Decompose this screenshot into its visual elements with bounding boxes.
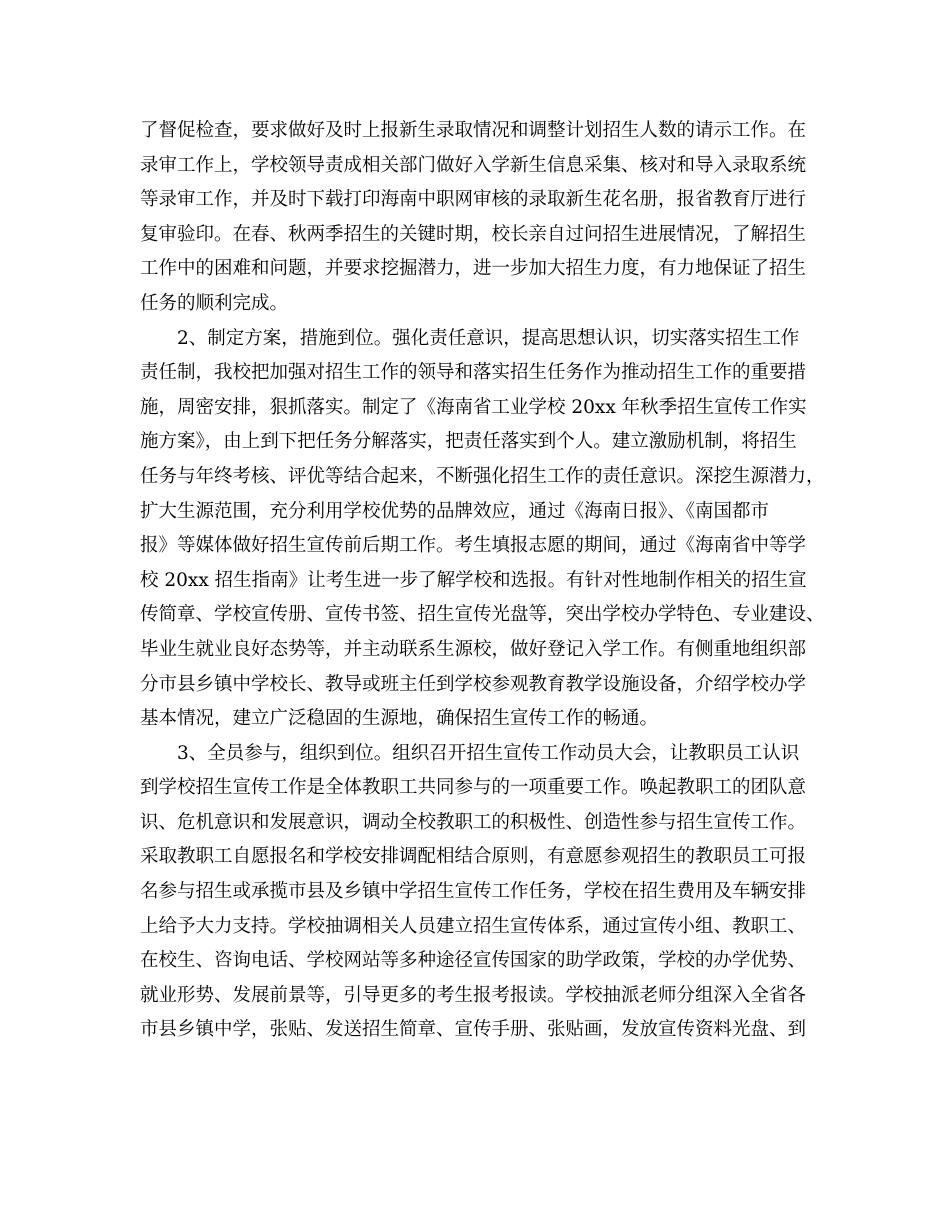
text-line: 校 20xx 招生指南》让考生进一步了解学校和选报。有针对性地制作相关的招生宣 (140, 569, 807, 591)
text-line: 扩大生源范围，充分利用学校优势的品牌效应，通过《海南日报》、《南国都市 (140, 500, 770, 522)
text-line: 采取教职工自愿报名和学校安排调配相结合原则，有意愿参观招生的教职员工可报 (140, 846, 807, 868)
text-line: 市县乡镇中学，张贴、发送招生简章、宣传手册、张贴画，发放宣传资料光盘、到 (140, 1019, 807, 1041)
text-line: 复审验印。在春、秋两季招生的关键时期，校长亲自过问招生进展情况，了解招生 (140, 223, 807, 245)
text-line: 任务与年终考核、评优等结合起来，不断强化招生工作的责任意识。深挖生源潜力， (140, 465, 825, 487)
text-line: 基本情况，建立广泛稳固的生源地，确保招生宣传工作的畅通。 (140, 708, 659, 730)
text-line: 责任制，我校把加强对招生工作的领导和落实招生任务作为推动招生工作的重要措 (140, 362, 807, 384)
text-line: 报》等媒体做好招生宣传前后期工作。考生填报志愿的期间，通过《海南省中等学 (140, 535, 807, 557)
text-line: 在校生、咨询电话、学校网站等多种途径宣传国家的助学政策，学校的办学优势、 (140, 950, 807, 972)
text-line: 分市县乡镇中学校长、教导或班主任到学校参观教育教学设施设备，介绍学校办学 (140, 673, 807, 695)
text-line: 工作中的困难和问题，并要求挖掘潜力，进一步加大招生力度，有力地保证了招生 (140, 258, 807, 280)
paragraph-2-first-line: 2、制定方案，措施到位。强化责任意识，提高思想认识，切实落实招生工作 (140, 327, 800, 349)
text-line: 录审工作上，学校领导责成相关部门做好入学新生信息采集、核对和导入录取系统 (140, 154, 807, 176)
text-line: 到学校招生宣传工作是全体教职工共同参与的一项重要工作。唤起教职工的团队意 (140, 777, 807, 799)
text-line: 识、危机意识和发展意识，调动全校教职工的积极性、创造性参与招生宣传工作。 (140, 811, 807, 833)
text-line: 毕业生就业良好态势等，并主动联系生源校，做好登记入学工作。有侧重地组织部 (140, 638, 807, 660)
text-line: 名参与招生或承揽市县及乡镇中学招生宣传工作任务，学校在招生费用及车辆安排 (140, 881, 807, 903)
text-line: 了督促检查，要求做好及时上报新生录取情况和调整计划招生人数的请示工作。在 (140, 120, 807, 141)
text-line: 就业形势、发展前景等，引导更多的考生报考报读。学校抽派老师分组深入全省各 (140, 984, 807, 1006)
text-line: 等录审工作，并及时下载打印海南中职网审核的录取新生花名册，报省教育厅进行 (140, 189, 807, 211)
text-line: 施，周密安排，狠抓落实。制定了《海南省工业学校 20xx 年秋季招生宣传工作实 (140, 396, 807, 418)
text-line: 施方案》，由上到下把任务分解落实，把责任落实到个人。建立激励机制，将招生 (140, 431, 797, 453)
text-line: 任务的顺利完成。 (140, 292, 289, 314)
text-line: 传简章、学校宣传册、宣传书签、招生宣传光盘等，突出学校办学特色、专业建设、 (140, 604, 825, 626)
body-text (140, 114, 825, 1048)
text-line: 上给予大力支持。学校抽调相关人员建立招生宣传体系，通过宣传小组、教职工、 (140, 915, 807, 937)
paragraph-3-first-line: 3、全员参与，组织到位。组织召开招生宣传工作动员大会，让教职员工认识 (140, 742, 800, 764)
